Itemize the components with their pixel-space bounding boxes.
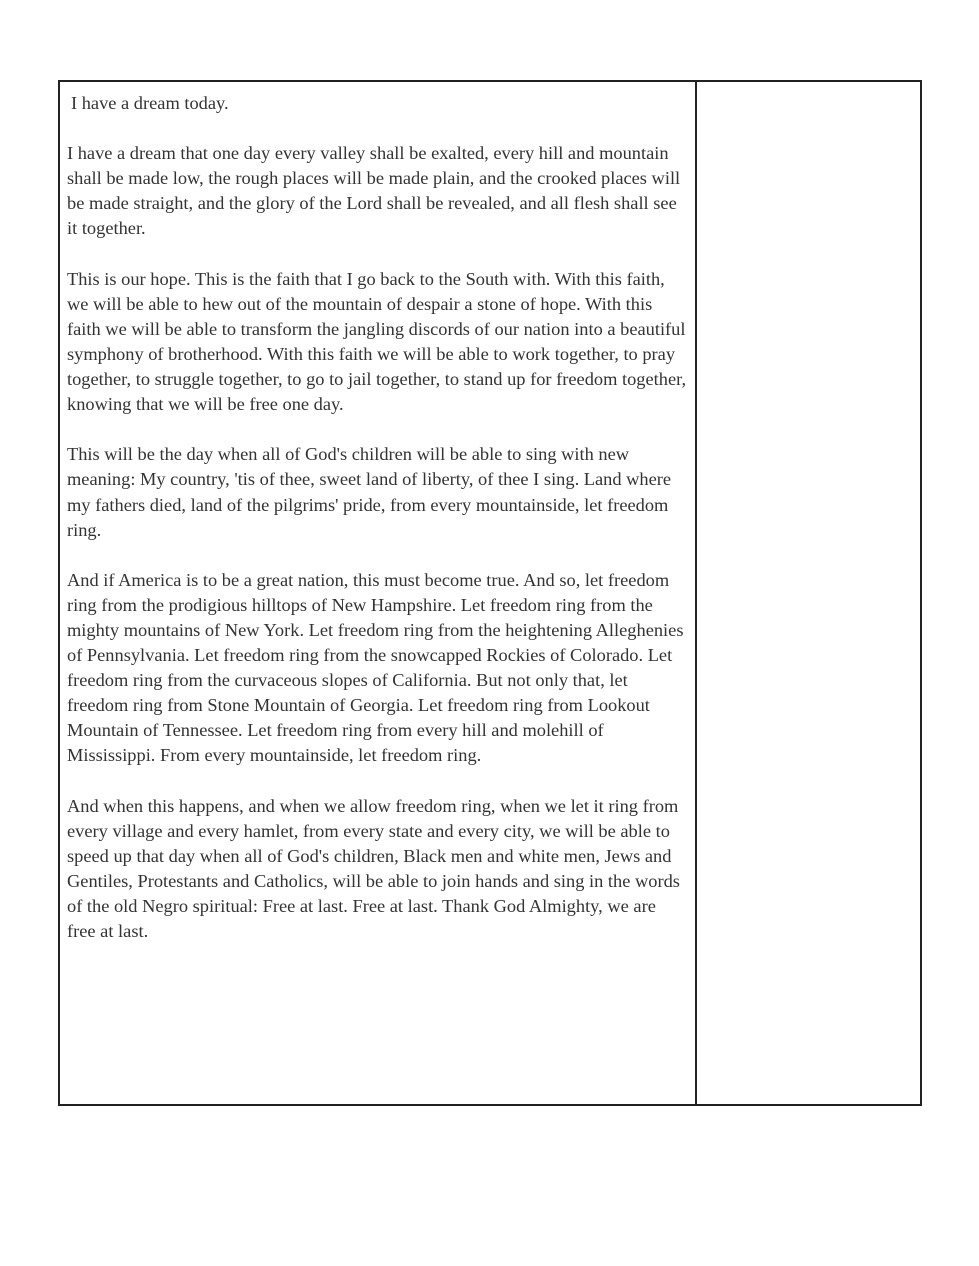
speech-paragraph-2: I have a dream that one day every valley shall be exalted, every hill and mountain shall be made low, the rough places will be made plain, and the crooked places will be made straight, and the glory of the Lord shall be revealed, and all flesh shall see it together. bbox=[67, 143, 681, 239]
speech-table bbox=[58, 80, 922, 1106]
speech-text-cell bbox=[60, 82, 697, 1104]
speech-paragraph-1: I have a dream today. bbox=[71, 93, 229, 113]
speech-paragraph-4: This will be the day when all of God's children will be able to sing with new meaning: My country, 'tis of thee, sweet land of liberty, of thee I sing. Land where my fathers died, land of the pilgrims' pride, from every mountainside, let freedom ring. bbox=[67, 444, 672, 540]
speech-paragraph-6: And when this happens, and when we allow freedom ring, when we let it ring from every village and every hamlet, from every state and every city, we will be able to speed up that day when all of God's children, Black men and white men, Jews and Gentiles, Protestants and Catholics, will be able to join hands and sing in the words of the old Negro spiritual: Free at last. Free at last. Thank God Almighty, we are free at last. bbox=[67, 795, 680, 942]
speech-paragraph-5: And if America is to be a great nation, this must become true. And so, let freedom ring from the prodigious hilltops of New Hampshire. Let freedom ring from the mighty mountains of New York. Let freedom ring from the heightening Alleghenies of Pennsylvania. Let freedom ring from the snowcapped Rockies of Colorado. Let freedom ring from the curvaceous slopes of California. But not only that, let freedom ring from Stone Mountain of Georgia. Let freedom ring from Lookout Mountain of Tennessee. Let freedom ring from every hill and molehill of Mississippi. From every mountainside, let freedom ring. bbox=[67, 569, 684, 766]
notes-cell bbox=[697, 82, 920, 1104]
speech-paragraph-3: This is our hope. This is the faith that I go back to the South with. With this faith, we will be able to hew out of the mountain of despair a stone of hope. With this faith we will be able to transform the jangling discords of our nation into a beautiful symphony of brotherhood. With this faith we will be able to work together, to pray together, to struggle together, to go to jail together, to stand up for freedom together, knowing that we will be free one day. bbox=[67, 268, 687, 415]
